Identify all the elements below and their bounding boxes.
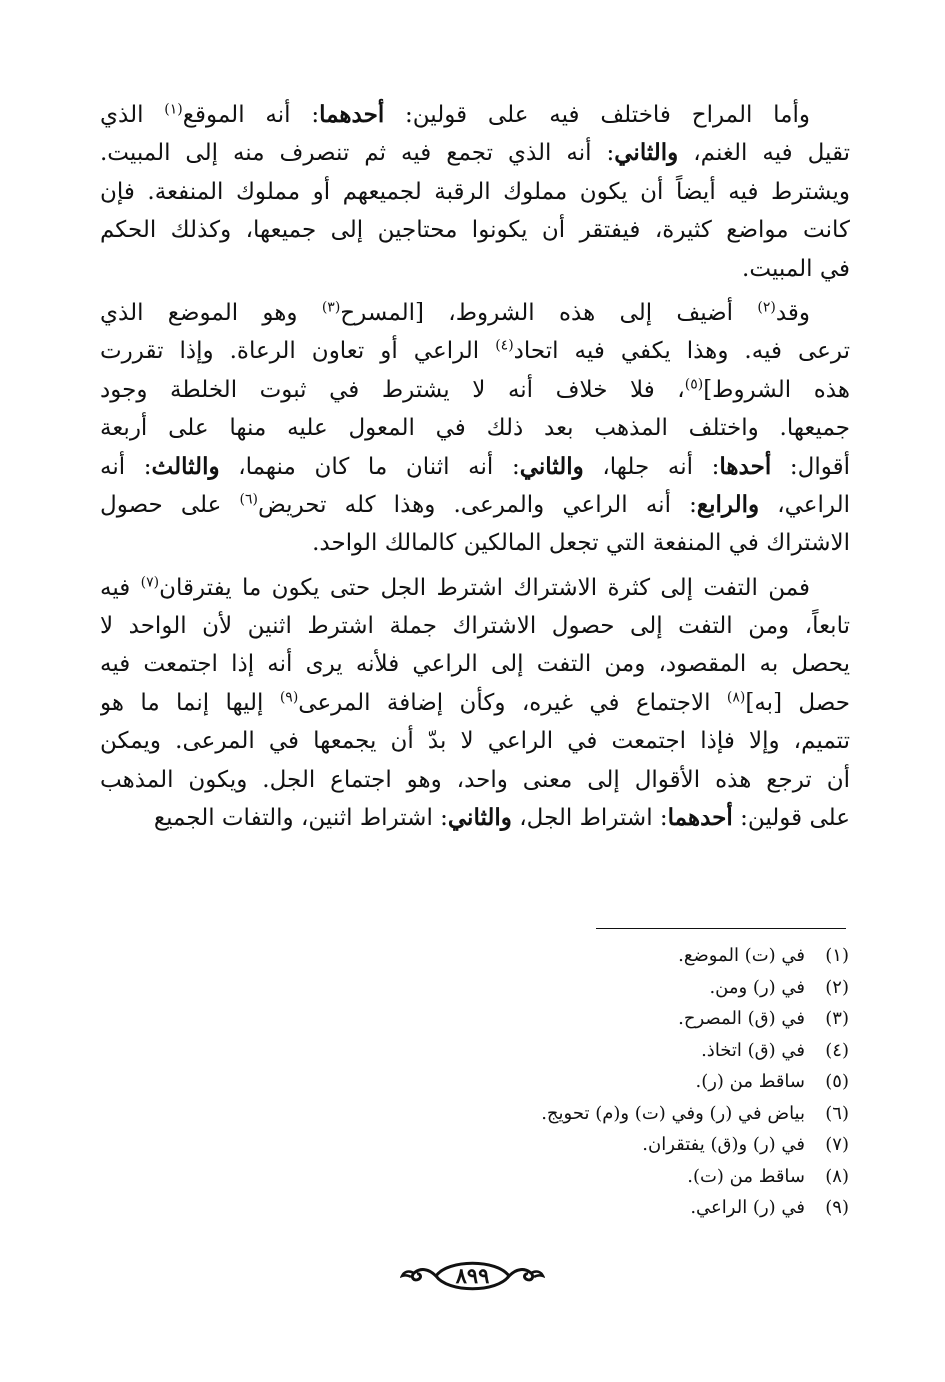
footnote bbox=[349, 1161, 849, 1193]
footnote-text: في (ق) اتخاذ. bbox=[701, 1039, 805, 1061]
text-run: الراعي أو تعاون الرعاة. وإذا تقررت bbox=[100, 338, 496, 365]
footnote-ref: (٢) bbox=[757, 299, 776, 316]
text-run: : أنه الذي تجمع فيه ثم تنصرف منه إلى المبيت. bbox=[100, 140, 615, 167]
text-line bbox=[100, 371, 850, 409]
footnote-ref: (٧) bbox=[140, 574, 160, 591]
text-line bbox=[100, 409, 850, 447]
footnote bbox=[349, 1066, 849, 1098]
footnote-text: في (ت) الموضع. bbox=[678, 945, 805, 966]
text-run: تقيل فيه الغنم، bbox=[678, 140, 850, 167]
text-run: : اشتراط الجل، bbox=[511, 805, 668, 832]
text-run: أضيف إلى هذه الشروط، [المسرح bbox=[340, 299, 758, 326]
bold-term: والثالث bbox=[151, 452, 220, 480]
footnote-ref: (٩) bbox=[279, 689, 299, 706]
text-line bbox=[100, 211, 850, 249]
footnote-ref: (٤) bbox=[495, 337, 514, 354]
text-line bbox=[100, 294, 850, 332]
text-line bbox=[100, 448, 850, 486]
text-run: ، فلا خلاف أنه لا يشترط في ثبوت الخلطة وجود bbox=[100, 376, 685, 403]
text-run: ترعى فيه. وهذا يكفي فيه اتحاد bbox=[513, 338, 850, 365]
footnote-number: (١) bbox=[825, 945, 849, 966]
footnote-separator bbox=[596, 928, 846, 929]
bold-term: أحدهما bbox=[667, 804, 733, 832]
footnote-number: (٩) bbox=[825, 1197, 849, 1218]
text-line bbox=[100, 332, 850, 370]
text-line bbox=[100, 250, 850, 288]
paragraph bbox=[100, 294, 850, 563]
text-line bbox=[100, 173, 850, 211]
text-run: هذه الشروط] bbox=[703, 376, 850, 403]
text-run: : أنه الموقع bbox=[182, 102, 320, 128]
text-run: : أنه اثنان ما كان منهما، bbox=[219, 453, 520, 480]
text-run: ويشترط فيه أيضاً أن يكون مملوك الرقبة لجميعهم أو مملوك المنفعة. فإن bbox=[100, 178, 850, 205]
text-line bbox=[100, 486, 850, 524]
bold-term: والثاني bbox=[519, 452, 584, 480]
text-run: وأما المراح فاختلف فيه على قولين: bbox=[384, 102, 810, 128]
footnote-ref: (٦) bbox=[239, 491, 258, 508]
text-run: الاشتراك في المنفعة التي تجعل المالكين كالمالك الواحد. bbox=[312, 530, 850, 557]
footnotes bbox=[349, 940, 849, 1224]
bold-term: والثاني bbox=[447, 804, 512, 832]
paragraph bbox=[100, 569, 850, 838]
footnote bbox=[349, 940, 849, 972]
footnote-number: (٦) bbox=[825, 1102, 849, 1124]
bold-term: أحدها bbox=[719, 452, 772, 480]
text-line bbox=[100, 722, 850, 760]
paragraph bbox=[100, 96, 850, 288]
page-number: ٨٩٩ bbox=[455, 1263, 490, 1288]
text-run: أقوال: bbox=[771, 453, 850, 480]
text-run: حصل [به] bbox=[745, 689, 850, 716]
footnote-text: ساقط من (ر). bbox=[695, 1071, 805, 1092]
footnote-text: في (ق) المصرح. bbox=[678, 1008, 805, 1029]
text-run: على قولين: bbox=[732, 805, 850, 832]
footnote bbox=[349, 972, 849, 1004]
main-text bbox=[100, 96, 850, 843]
text-run: الاجتماع في غيره، وكأن إضافة المرعى bbox=[298, 689, 727, 716]
text-line bbox=[100, 684, 850, 722]
text-line bbox=[100, 607, 850, 645]
text-run: وقد bbox=[775, 299, 810, 326]
text-line bbox=[100, 761, 850, 799]
footnote-number: (٤) bbox=[825, 1039, 849, 1061]
footnote-number: (٧) bbox=[825, 1134, 849, 1155]
text-run: وهو الموضع الذي bbox=[100, 299, 322, 326]
text-run: تتميم، وإلا فإذا اجتمعت في الراعي لا بدّ أن يجمعها في المرعى. ويمكن bbox=[100, 728, 850, 755]
text-run: في المبيت. bbox=[742, 255, 850, 282]
text-run: إليها إنما ما هو bbox=[100, 689, 280, 716]
text-line bbox=[100, 645, 850, 683]
text-run: : أنه الراعي والمرعى. وهذا كله تحريض bbox=[258, 491, 697, 518]
text-line bbox=[100, 134, 850, 172]
text-run: أن ترجع هذه الأقوال إلى معنى واحد، وهو اجتماع الجل. ويكون المذهب bbox=[100, 766, 850, 793]
footnote bbox=[349, 1098, 849, 1130]
footnote-number: (٢) bbox=[825, 976, 849, 998]
text-run: فيه bbox=[100, 574, 141, 601]
text-run: تابعاً، ومن التفت إلى حصول الاشتراك جملة اشترط اثنين لأن الواحد لا bbox=[100, 613, 850, 640]
text-line bbox=[100, 96, 850, 134]
text-run: فمن التفت إلى كثرة الاشتراك اشترط الجل حتى يكون ما يفترقان bbox=[159, 574, 811, 601]
text-run: الراعي، bbox=[759, 491, 850, 518]
footnote-ref: (٣) bbox=[321, 299, 341, 316]
text-line bbox=[100, 524, 850, 562]
footnote-text: في (ر) ومن. bbox=[709, 976, 805, 998]
footnote-ref: (١) bbox=[164, 101, 183, 118]
footnote-ref: (٨) bbox=[726, 689, 746, 706]
text-run: : أنه bbox=[100, 453, 152, 480]
footnote-text: ساقط من (ت). bbox=[687, 1165, 805, 1187]
footnote bbox=[349, 1192, 849, 1224]
footnote-number: (٨) bbox=[825, 1165, 849, 1187]
footnote-number: (٣) bbox=[825, 1008, 849, 1029]
footnote-number: (٥) bbox=[825, 1071, 849, 1092]
footnote-text: في (ر) و(ق) يفتقران. bbox=[642, 1134, 805, 1155]
text-run: على حصول bbox=[100, 491, 240, 518]
text-run: : اشتراط اثنين، والتفات الجميع bbox=[153, 805, 448, 832]
footnote bbox=[349, 1129, 849, 1161]
footnote-ref: (٥) bbox=[684, 376, 704, 393]
text-run: جميعها. واختلف المذهب بعد ذلك في المعول عليه منها على أربعة bbox=[100, 415, 850, 442]
text-line bbox=[100, 799, 850, 837]
bold-term: أحدهما bbox=[319, 101, 385, 128]
text-run: : أنه جلها، bbox=[583, 453, 720, 480]
bold-term: والثاني bbox=[614, 139, 679, 167]
footnote bbox=[349, 1003, 849, 1035]
text-run: الذي bbox=[100, 102, 165, 128]
page-number-ornament bbox=[400, 1258, 545, 1294]
footnote-text: في (ر) الراعي. bbox=[690, 1197, 805, 1218]
footnote bbox=[349, 1035, 849, 1067]
footnote-text: بياض في (ر) وفي (ت) و(م) تحويج. bbox=[541, 1102, 805, 1124]
bold-term: والرابع bbox=[696, 490, 760, 518]
text-line bbox=[100, 569, 850, 607]
text-run: كانت مواضع كثيرة، فيفتقر أن يكونوا محتاجين إلى جميعها، وكذلك الحكم bbox=[100, 217, 850, 244]
text-run: يحصل به المقصود، ومن التفت إلى الراعي فلأنه يرى أنه إذا اجتمعت فيه bbox=[100, 651, 850, 678]
